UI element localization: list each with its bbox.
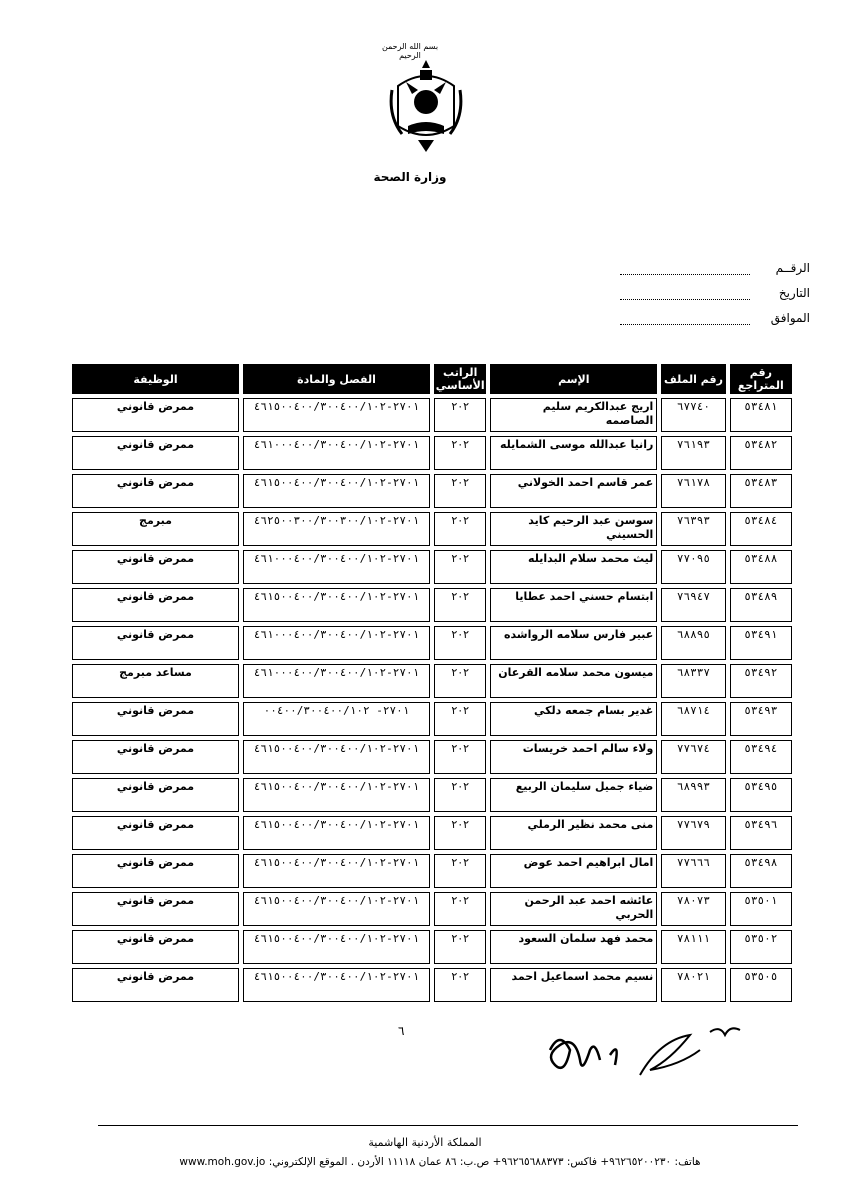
cell-grade: ٢٠٢	[434, 512, 486, 546]
cell-grade: ٢٠٢	[434, 930, 486, 964]
cell-job: ممرض قانوني	[72, 968, 239, 1002]
cell-job: ممرض قانوني	[72, 436, 239, 470]
ref-number-row	[620, 250, 810, 275]
cell-file: ٧٦١٩٣	[661, 436, 725, 470]
cell-chapter: ٢٧٠١-٤٦١٠٠٠٤٠٠/٣٠٠٤٠٠/١٠٢	[243, 550, 430, 584]
cell-name: نسيم محمد اسماعيل احمد	[490, 968, 657, 1002]
cell-serial: ٥٣٥٠٥	[730, 968, 792, 1002]
cell-chapter: ٢٧٠١- ٠٠٤٠٠/٣٠٠٤٠٠/١٠٢	[243, 702, 430, 736]
cell-name: عائشه احمد عبد الرحمن الحربي	[490, 892, 657, 926]
ref-date-row	[620, 275, 810, 300]
table-row	[72, 892, 792, 926]
ref-date-label: التاريخ	[778, 286, 810, 300]
table-row	[72, 626, 792, 660]
table-row	[72, 398, 792, 432]
cell-serial: ٥٣٤٩٤	[730, 740, 792, 774]
cell-name: سوسن عبد الرحيم كايد الحسيني	[490, 512, 657, 546]
cell-name: ولاء سالم احمد خريسات	[490, 740, 657, 774]
ref-date-line	[620, 285, 750, 300]
cell-job: ممرض قانوني	[72, 474, 239, 508]
footer-divider	[98, 1125, 798, 1126]
cell-chapter: ٢٧٠١-٤٦١٥٠٠٤٠٠/٣٠٠٤٠٠/١٠٢	[243, 398, 430, 432]
cell-chapter: ٢٧٠١-٤٦١٥٠٠٤٠٠/٣٠٠٤٠٠/١٠٢	[243, 816, 430, 850]
cell-file: ٦٨٨٩٥	[661, 626, 725, 660]
cell-job: مبرمج	[72, 512, 239, 546]
cell-serial: ٥٣٤٩٦	[730, 816, 792, 850]
cell-grade: ٢٠٢	[434, 702, 486, 736]
table-row	[72, 588, 792, 622]
cell-serial: ٥٣٤٩٥	[730, 778, 792, 812]
cell-serial: ٥٣٤٨٢	[730, 436, 792, 470]
cell-chapter: ٢٧٠١-٤٦١٥٠٠٤٠٠/٣٠٠٤٠٠/١٠٢	[243, 892, 430, 926]
cell-serial: ٥٣٥٠٢	[730, 930, 792, 964]
cell-chapter: ٢٧٠١-٤٦١٥٠٠٤٠٠/٣٠٠٤٠٠/١٠٢	[243, 854, 430, 888]
cell-file: ٦٧٧٤٠	[661, 398, 725, 432]
table-row	[72, 930, 792, 964]
cell-grade: ٢٠٢	[434, 588, 486, 622]
table-row	[72, 740, 792, 774]
header-grade: الراتب الأساسي	[435, 366, 485, 392]
cell-file: ٧٧٠٩٥	[661, 550, 725, 584]
cell-chapter: ٢٧٠١-٤٦١٥٠٠٤٠٠/٣٠٠٤٠٠/١٠٢	[243, 968, 430, 1002]
ref-hijri-row	[620, 300, 810, 325]
cell-chapter: ٢٧٠١-٤٦١٥٠٠٤٠٠/٣٠٠٤٠٠/١٠٢	[243, 474, 430, 508]
cell-file: ٧٨١١١	[661, 930, 725, 964]
cell-chapter: ٢٧٠١-٤٦١٥٠٠٤٠٠/٣٠٠٤٠٠/١٠٢	[243, 740, 430, 774]
cell-grade: ٢٠٢	[434, 436, 486, 470]
cell-job: مساعد مبرمج	[72, 664, 239, 698]
cell-name: ابتسام حسني احمد عطايا	[490, 588, 657, 622]
cell-chapter: ٢٧٠١-٤٦١٠٠٠٤٠٠/٣٠٠٤٠٠/١٠٢	[243, 664, 430, 698]
header-chapter: الفصل والمادة	[243, 364, 430, 394]
cell-grade: ٢٠٢	[434, 778, 486, 812]
cell-file: ٧٦٣٩٣	[661, 512, 725, 546]
page-number: ٦	[398, 1024, 405, 1038]
ministry-name: وزارة الصحة	[373, 170, 447, 184]
cell-job: ممرض قانوني	[72, 588, 239, 622]
cell-grade: ٢٠٢	[434, 626, 486, 660]
cell-name: محمد فهد سلمان السعود	[490, 930, 657, 964]
cell-job: ممرض قانوني	[72, 778, 239, 812]
header-serial: رقم المتراجع	[730, 364, 792, 394]
employees-table	[68, 360, 796, 1006]
cell-grade: ٢٠٢	[434, 398, 486, 432]
ref-hijri-label: الموافق	[770, 311, 810, 325]
cell-job: ممرض قانوني	[72, 702, 239, 736]
table-row	[72, 778, 792, 812]
cell-file: ٧٦٩٤٧	[661, 588, 725, 622]
cell-grade: ٢٠٢	[434, 854, 486, 888]
cell-name: ميسون محمد سلامه القرعان	[490, 664, 657, 698]
cell-name: ليث محمد سلام البدايله	[490, 550, 657, 584]
cell-chapter: ٢٧٠١-٤٦١٠٠٠٤٠٠/٣٠٠٤٠٠/١٠٢	[243, 626, 430, 660]
cell-job: ممرض قانوني	[72, 854, 239, 888]
cell-job: ممرض قانوني	[72, 550, 239, 584]
cell-grade: ٢٠٢	[434, 968, 486, 1002]
cell-grade: ٢٠٢	[434, 740, 486, 774]
ref-number-line	[620, 260, 750, 275]
cell-file: ٧٨٠٧٣	[661, 892, 725, 926]
cell-file: ٧٨٠٢١	[661, 968, 725, 1002]
footer-contact: هاتف: ٩٦٢٦٥٢٠٠٢٣٠+ فاكس: ٩٦٢٦٥٦٨٨٣٧٣+ ص.ب: ٨٦ عمان ١١١١٨ الأردن . الموقع الإلكتروني: www.moh.gov.jo	[179, 1156, 701, 1168]
header-name: الإسم	[490, 364, 657, 394]
cell-file: ٦٨٩٩٣	[661, 778, 725, 812]
footer-kingdom: المملكة الأردنية الهاشمية	[368, 1136, 482, 1149]
cell-chapter: ٢٧٠١-٤٦١٥٠٠٤٠٠/٣٠٠٤٠٠/١٠٢	[243, 778, 430, 812]
signature-icon	[540, 1020, 770, 1085]
table-body	[72, 398, 792, 1002]
basmala-text: بسم الله الرحمن الرحيم	[381, 42, 439, 60]
cell-file: ٦٨٧١٤	[661, 702, 725, 736]
table-row	[72, 550, 792, 584]
table-row	[72, 512, 792, 546]
cell-file: ٧٧٦٦٦	[661, 854, 725, 888]
table-row	[72, 854, 792, 888]
jordan-coat-of-arms-icon	[388, 56, 464, 156]
cell-job: ممرض قانوني	[72, 626, 239, 660]
cell-name: اريج عبدالكريم سليم الصاصمه	[490, 398, 657, 432]
header-file: رقم الملف	[661, 364, 725, 394]
cell-serial: ٥٣٤٩٢	[730, 664, 792, 698]
cell-job: ممرض قانوني	[72, 398, 239, 432]
cell-chapter: ٢٧٠١-٤٦٢٥٠٠٣٠٠/٣٠٠٣٠٠/١٠٢	[243, 512, 430, 546]
cell-name: عبير فارس سلامه الرواشده	[490, 626, 657, 660]
cell-serial: ٥٣٤٨٤	[730, 512, 792, 546]
header-job: الوظيفة	[72, 364, 239, 394]
cell-name: رانيا عبدالله موسى الشمايله	[490, 436, 657, 470]
cell-grade: ٢٠٢	[434, 816, 486, 850]
cell-file: ٦٨٣٣٧	[661, 664, 725, 698]
table-row	[72, 474, 792, 508]
cell-job: ممرض قانوني	[72, 816, 239, 850]
cell-name: امال ابراهيم احمد عوض	[490, 854, 657, 888]
cell-grade: ٢٠٢	[434, 474, 486, 508]
cell-job: ممرض قانوني	[72, 892, 239, 926]
cell-file: ٧٦١٧٨	[661, 474, 725, 508]
table-row	[72, 664, 792, 698]
table-row	[72, 702, 792, 736]
cell-file: ٧٧٦٧٩	[661, 816, 725, 850]
cell-chapter: ٢٧٠١-٤٦١٥٠٠٤٠٠/٣٠٠٤٠٠/١٠٢	[243, 588, 430, 622]
cell-job: ممرض قانوني	[72, 930, 239, 964]
table-row	[72, 436, 792, 470]
ref-hijri-line	[620, 310, 750, 325]
cell-serial: ٥٣٤٨٣	[730, 474, 792, 508]
cell-serial: ٥٣٤٩٣	[730, 702, 792, 736]
cell-grade: ٢٠٢	[434, 550, 486, 584]
ref-number-label: الرقــم	[775, 261, 810, 275]
cell-name: غدير بسام جمعه دلكي	[490, 702, 657, 736]
reference-fields	[620, 250, 810, 325]
cell-grade: ٢٠٢	[434, 892, 486, 926]
cell-grade: ٢٠٢	[434, 664, 486, 698]
table-row	[72, 968, 792, 1002]
cell-serial: ٥٣٤٨٨	[730, 550, 792, 584]
cell-serial: ٥٣٤٩٨	[730, 854, 792, 888]
table-header-row	[72, 364, 792, 394]
cell-name: ضياء جميل سليمان الربيع	[490, 778, 657, 812]
cell-serial: ٥٣٤٨٩	[730, 588, 792, 622]
cell-serial: ٥٣٤٨١	[730, 398, 792, 432]
cell-serial: ٥٣٤٩١	[730, 626, 792, 660]
letterhead	[0, 0, 850, 200]
cell-name: منى محمد نظير الرملي	[490, 816, 657, 850]
table-row	[72, 816, 792, 850]
cell-chapter: ٢٧٠١-٤٦١٠٠٠٤٠٠/٣٠٠٤٠٠/١٠٢	[243, 436, 430, 470]
cell-file: ٧٧٦٧٤	[661, 740, 725, 774]
cell-name: عمر قاسم احمد الخولاني	[490, 474, 657, 508]
cell-chapter: ٢٧٠١-٤٦١٥٠٠٤٠٠/٣٠٠٤٠٠/١٠٢	[243, 930, 430, 964]
cell-serial: ٥٣٥٠١	[730, 892, 792, 926]
cell-job: ممرض قانوني	[72, 740, 239, 774]
